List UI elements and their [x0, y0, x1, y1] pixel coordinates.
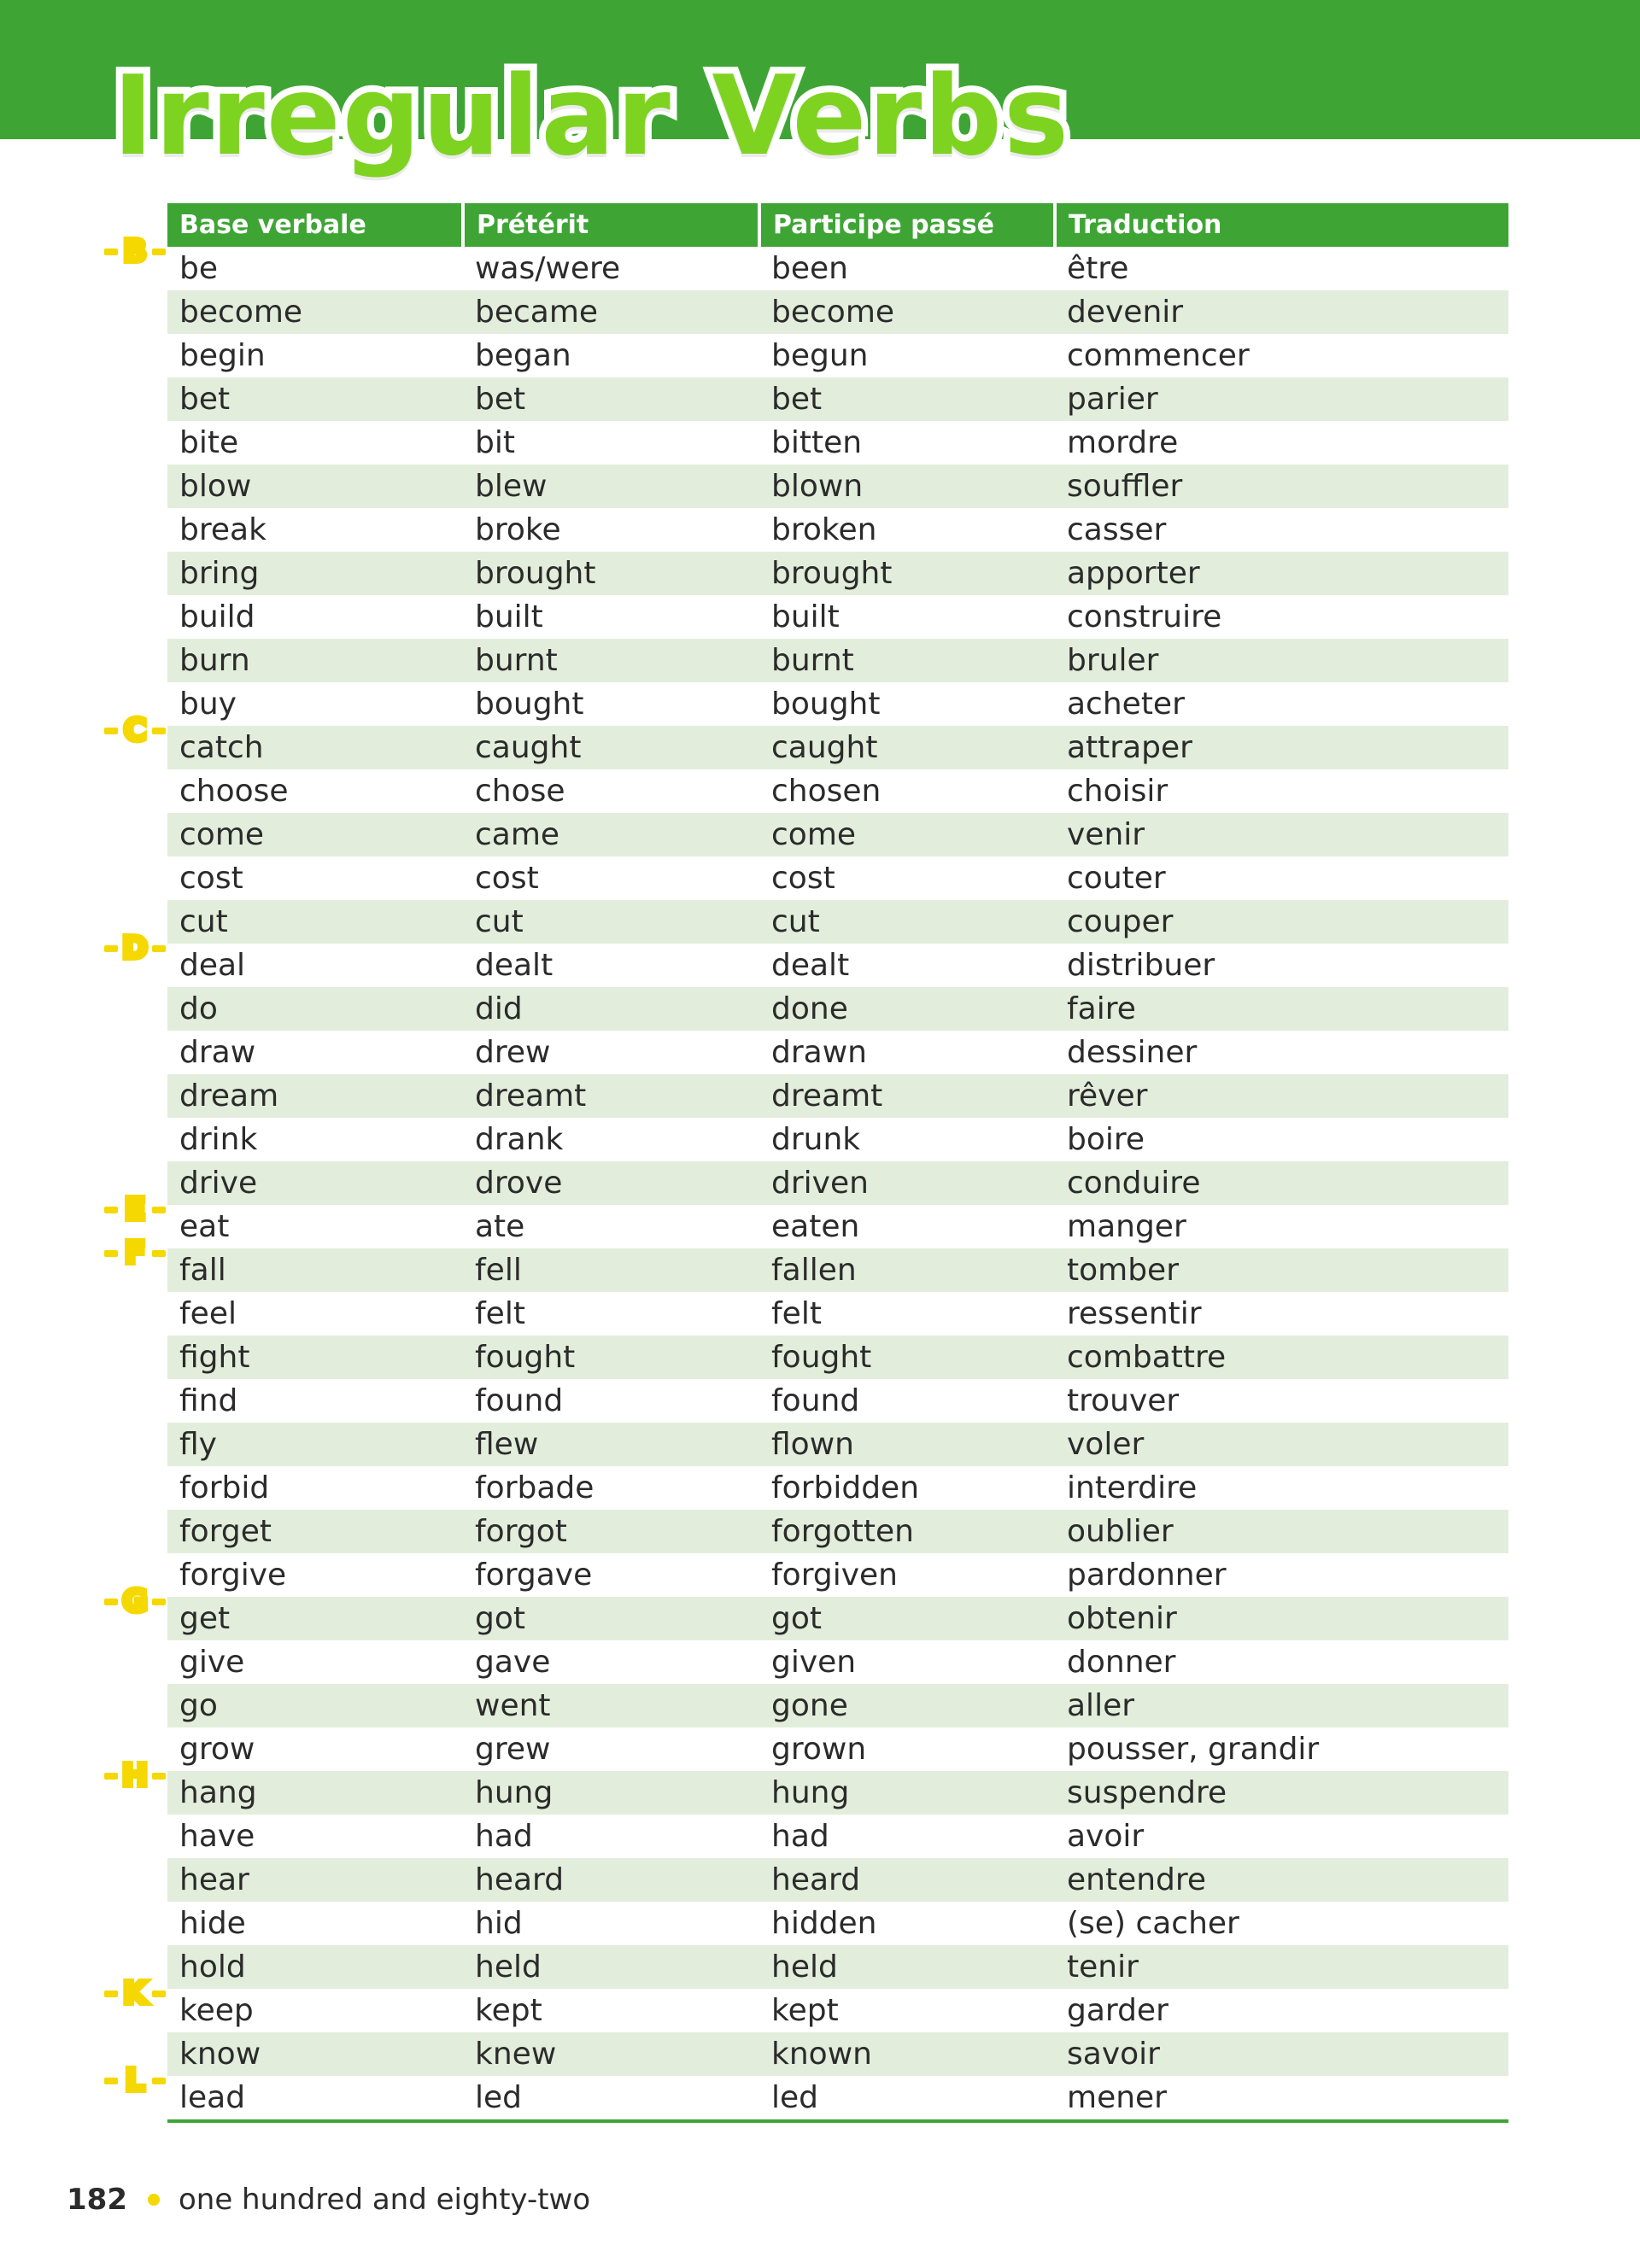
letter-tab-k: K: [104, 1977, 166, 2011]
translation-cell: couter: [1067, 861, 1166, 896]
preterit-cell: heard: [463, 1858, 759, 1902]
translation-cell: distribuer: [1067, 948, 1215, 983]
table-row: [167, 900, 1508, 944]
base-form-cell: hang: [167, 1771, 463, 1815]
table-row: [167, 1248, 1508, 1292]
translation-cell: bruler: [1055, 639, 1508, 682]
letter-tab-c: C: [104, 714, 166, 748]
base-form-cell: become: [167, 290, 463, 334]
base-form-cell: come: [167, 813, 463, 856]
table-row: [167, 2032, 1508, 2076]
past-participle-cell: grown: [771, 1732, 867, 1767]
base-form-cell: grow: [179, 1732, 255, 1767]
translation-cell: savoir: [1055, 2032, 1508, 2076]
past-participle-cell: cost: [771, 861, 835, 896]
preterit-cell: ate: [475, 1209, 525, 1244]
base-form-cell: fly: [167, 1423, 463, 1466]
past-participle-cell: bet: [759, 377, 1055, 421]
base-form-cell: give: [179, 1645, 245, 1680]
past-participle-cell: driven: [759, 1161, 1055, 1205]
translation-cell: casser: [1067, 512, 1167, 547]
preterit-cell: became: [463, 290, 759, 334]
column-header-preterit: Prétérit: [463, 203, 759, 247]
past-participle-cell: dealt: [771, 948, 850, 983]
preterit-cell: came: [463, 813, 759, 856]
past-participle-cell: drawn: [771, 1035, 867, 1070]
translation-cell: attraper: [1055, 726, 1508, 769]
table-row: [167, 421, 1508, 465]
base-form-cell: hide: [179, 1906, 246, 1941]
base-form-cell: drive: [167, 1161, 463, 1205]
past-participle-cell: cut: [759, 900, 1055, 944]
table-row: [167, 595, 1508, 639]
preterit-cell: cut: [463, 900, 759, 944]
preterit-cell: found: [475, 1383, 564, 1418]
letter-tab-l: L: [104, 2064, 166, 2098]
preterit-cell: hung: [463, 1771, 759, 1815]
past-participle-cell: got: [759, 1597, 1055, 1640]
table-row: [167, 1640, 1508, 1684]
past-participle-cell: given: [771, 1645, 857, 1680]
translation-cell: suspendre: [1055, 1771, 1508, 1815]
table-row: [167, 1771, 1508, 1815]
preterit-cell: had: [475, 1819, 533, 1854]
base-form-cell: have: [179, 1819, 255, 1854]
preterit-cell: built: [475, 599, 543, 634]
base-form-cell: feel: [179, 1296, 237, 1331]
past-participle-cell: broken: [771, 512, 877, 547]
translation-cell: entendre: [1055, 1858, 1508, 1902]
past-participle-cell: found: [771, 1383, 860, 1418]
table-row: [167, 987, 1508, 1031]
translation-cell: apporter: [1055, 552, 1508, 595]
preterit-cell: was/were: [475, 251, 621, 286]
past-participle-cell: gone: [759, 1684, 1055, 1727]
base-form-cell: bring: [167, 552, 463, 595]
preterit-cell: knew: [463, 2032, 759, 2076]
translation-cell: combattre: [1055, 1336, 1508, 1379]
past-participle-cell: drunk: [771, 1122, 861, 1157]
table-row: [167, 1945, 1508, 1989]
base-form-cell: build: [179, 599, 255, 634]
table-row: [167, 1205, 1508, 1248]
preterit-cell: drove: [463, 1161, 759, 1205]
past-participle-cell: begun: [771, 338, 869, 373]
preterit-cell: broke: [475, 512, 561, 547]
base-form-cell: hold: [167, 1945, 463, 1989]
base-form-cell: keep: [179, 1993, 254, 2028]
base-form-cell: deal: [179, 948, 246, 983]
column-header-base: Base verbale: [167, 203, 463, 247]
past-participle-cell: had: [771, 1819, 829, 1854]
past-participle-cell: held: [759, 1945, 1055, 1989]
preterit-cell: bought: [475, 687, 584, 722]
preterit-cell: brought: [463, 552, 759, 595]
base-form-cell: know: [167, 2032, 463, 2076]
preterit-cell: fell: [463, 1248, 759, 1292]
past-participle-cell: hidden: [771, 1906, 877, 1941]
past-participle-cell: fought: [759, 1336, 1055, 1379]
table-row: [167, 1423, 1508, 1466]
translation-cell: venir: [1055, 813, 1508, 856]
translation-cell: acheter: [1067, 687, 1185, 722]
table-row: [167, 465, 1508, 508]
bullet-dot-icon: [148, 2194, 160, 2206]
translation-cell: être: [1067, 251, 1129, 286]
base-form-cell: bite: [179, 425, 239, 460]
base-form-cell: forget: [167, 1510, 463, 1553]
column-header-participle: Participe passé: [759, 203, 1055, 247]
translation-cell: conduire: [1055, 1161, 1508, 1205]
past-participle-cell: forgiven: [771, 1558, 898, 1593]
irregular-verbs-table: [167, 203, 1508, 2123]
base-form-cell: do: [167, 987, 463, 1031]
base-form-cell: lead: [167, 2076, 463, 2121]
translation-cell: trouver: [1067, 1383, 1180, 1418]
table-row: [167, 1989, 1508, 2032]
table-row: [167, 247, 1508, 290]
past-participle-cell: led: [759, 2076, 1055, 2121]
base-form-cell: cost: [179, 861, 243, 896]
base-form-cell: burn: [167, 639, 463, 682]
translation-cell: mordre: [1067, 425, 1179, 460]
translation-cell: donner: [1067, 1645, 1176, 1680]
past-participle-cell: chosen: [771, 774, 882, 809]
base-form-cell: draw: [179, 1035, 256, 1070]
preterit-cell: kept: [475, 1993, 542, 2028]
preterit-cell: cost: [475, 861, 539, 896]
letter-tab-g: G: [104, 1585, 166, 1619]
preterit-cell: forbade: [475, 1470, 594, 1505]
preterit-cell: bet: [463, 377, 759, 421]
preterit-cell: bit: [475, 425, 515, 460]
preterit-cell: hid: [475, 1906, 523, 1941]
table-row: [167, 769, 1508, 813]
base-form-cell: go: [167, 1684, 463, 1727]
translation-cell: tenir: [1055, 1945, 1508, 1989]
preterit-cell: went: [463, 1684, 759, 1727]
table-row: [167, 813, 1508, 856]
translation-cell: couper: [1055, 900, 1508, 944]
preterit-cell: held: [463, 1945, 759, 1989]
preterit-cell: forgot: [463, 1510, 759, 1553]
translation-cell: voler: [1055, 1423, 1508, 1466]
table-row: [167, 1161, 1508, 1205]
base-form-cell: begin: [179, 338, 266, 373]
table-row: [167, 1597, 1508, 1640]
base-form-cell: eat: [179, 1209, 230, 1244]
preterit-cell: began: [475, 338, 571, 373]
base-form-cell: find: [179, 1383, 238, 1418]
translation-cell: ressentir: [1067, 1296, 1202, 1331]
past-participle-cell: brought: [759, 552, 1055, 595]
table-header-row: [167, 203, 1508, 247]
past-participle-cell: become: [759, 290, 1055, 334]
base-form-cell: blow: [167, 465, 463, 508]
past-participle-cell: kept: [771, 1993, 839, 2028]
table-row: [167, 1379, 1508, 1423]
base-form-cell: fight: [167, 1336, 463, 1379]
base-form-cell: choose: [179, 774, 289, 809]
preterit-cell: drank: [475, 1122, 564, 1157]
translation-cell: (se) cacher: [1067, 1906, 1239, 1941]
preterit-cell: flew: [463, 1423, 759, 1466]
translation-cell: commencer: [1067, 338, 1250, 373]
base-form-cell: catch: [167, 726, 463, 769]
past-participle-cell: burnt: [759, 639, 1055, 682]
past-participle-cell: done: [759, 987, 1055, 1031]
page-footer: [67, 2183, 590, 2217]
preterit-cell: led: [463, 2076, 759, 2121]
translation-cell: obtenir: [1055, 1597, 1508, 1640]
base-form-cell: dream: [167, 1074, 463, 1118]
translation-cell: parier: [1055, 377, 1508, 421]
preterit-cell: did: [463, 987, 759, 1031]
preterit-cell: dreamt: [463, 1074, 759, 1118]
past-participle-cell: forgotten: [759, 1510, 1055, 1553]
translation-cell: pousser, grandir: [1067, 1732, 1320, 1767]
table-row: [167, 856, 1508, 900]
base-form-cell: get: [167, 1597, 463, 1640]
preterit-cell: felt: [475, 1296, 525, 1331]
translation-cell: garder: [1067, 1993, 1168, 2028]
past-participle-cell: hung: [759, 1771, 1055, 1815]
translation-cell: mener: [1055, 2076, 1508, 2121]
translation-cell: dessiner: [1067, 1035, 1198, 1070]
past-participle-cell: eaten: [771, 1209, 860, 1244]
base-form-cell: hear: [167, 1858, 463, 1902]
preterit-cell: chose: [475, 774, 565, 809]
table-row: [167, 552, 1508, 595]
page-title: Irregular Verbs: [113, 53, 1071, 180]
base-form-cell: cut: [167, 900, 463, 944]
translation-cell: tomber: [1055, 1248, 1508, 1292]
preterit-cell: gave: [475, 1645, 551, 1680]
translation-cell: boire: [1067, 1122, 1145, 1157]
table-row: [167, 1902, 1508, 1945]
base-form-cell: forbid: [179, 1470, 270, 1505]
base-form-cell: break: [179, 512, 266, 547]
past-participle-cell: caught: [759, 726, 1055, 769]
translation-cell: manger: [1067, 1209, 1186, 1244]
table-row: [167, 1553, 1508, 1597]
past-participle-cell: felt: [771, 1296, 822, 1331]
past-participle-cell: dreamt: [759, 1074, 1055, 1118]
table-row: [167, 1118, 1508, 1161]
table-row: [167, 682, 1508, 726]
translation-cell: faire: [1055, 987, 1508, 1031]
translation-cell: devenir: [1055, 290, 1508, 334]
column-header-translation: Traduction: [1055, 203, 1508, 247]
table-row: [167, 1727, 1508, 1771]
past-participle-cell: blown: [759, 465, 1055, 508]
table-row: [167, 334, 1508, 377]
table-row: [167, 377, 1508, 421]
preterit-cell: fought: [463, 1336, 759, 1379]
letter-tab-d: D: [104, 932, 166, 966]
past-participle-cell: fallen: [759, 1248, 1055, 1292]
preterit-cell: blew: [463, 465, 759, 508]
past-participle-cell: come: [759, 813, 1055, 856]
translation-cell: pardonner: [1067, 1558, 1227, 1593]
preterit-cell: caught: [463, 726, 759, 769]
base-form-cell: forgive: [179, 1558, 287, 1593]
preterit-cell: dealt: [475, 948, 554, 983]
table-row: [167, 1466, 1508, 1510]
letter-tab-f: F: [104, 1236, 166, 1271]
translation-cell: interdire: [1067, 1470, 1198, 1505]
past-participle-cell: heard: [759, 1858, 1055, 1902]
table-row: [167, 726, 1508, 769]
translation-cell: aller: [1055, 1684, 1508, 1727]
base-form-cell: fall: [167, 1248, 463, 1292]
table-row: [167, 639, 1508, 682]
letter-tab-b: B: [104, 235, 166, 269]
base-form-cell: buy: [179, 687, 237, 722]
base-form-cell: bet: [167, 377, 463, 421]
table-row: [167, 1074, 1508, 1118]
table-row: [167, 1815, 1508, 1858]
translation-cell: rêver: [1055, 1074, 1508, 1118]
translation-cell: choisir: [1067, 774, 1168, 809]
table-row: [167, 1031, 1508, 1074]
past-participle-cell: forbidden: [771, 1470, 920, 1505]
table-row: [167, 1858, 1508, 1902]
past-participle-cell: flown: [759, 1423, 1055, 1466]
table-row: [167, 1292, 1508, 1336]
preterit-cell: drew: [475, 1035, 551, 1070]
preterit-cell: burnt: [463, 639, 759, 682]
table-row: [167, 1684, 1508, 1727]
table-row: [167, 2076, 1508, 2121]
translation-cell: oublier: [1055, 1510, 1508, 1553]
preterit-cell: grew: [475, 1732, 551, 1767]
preterit-cell: forgave: [475, 1558, 593, 1593]
past-participle-cell: built: [771, 599, 840, 634]
translation-cell: construire: [1067, 599, 1222, 634]
past-participle-cell: bought: [771, 687, 881, 722]
table-row: [167, 508, 1508, 552]
table-row: [167, 290, 1508, 334]
past-participle-cell: bitten: [771, 425, 863, 460]
past-participle-cell: been: [771, 251, 848, 286]
letter-tab-h: H: [104, 1759, 166, 1793]
table-row: [167, 944, 1508, 987]
page-number: 182: [67, 2183, 127, 2217]
preterit-cell: got: [463, 1597, 759, 1640]
letter-tab-e: E: [104, 1193, 166, 1227]
page-number-words: one hundred and eighty-two: [178, 2183, 591, 2217]
base-form-cell: drink: [179, 1122, 258, 1157]
translation-cell: avoir: [1067, 1819, 1145, 1854]
table-row: [167, 1336, 1508, 1379]
translation-cell: souffler: [1055, 465, 1508, 508]
table-row: [167, 1510, 1508, 1553]
base-form-cell: be: [179, 251, 218, 286]
past-participle-cell: known: [759, 2032, 1055, 2076]
